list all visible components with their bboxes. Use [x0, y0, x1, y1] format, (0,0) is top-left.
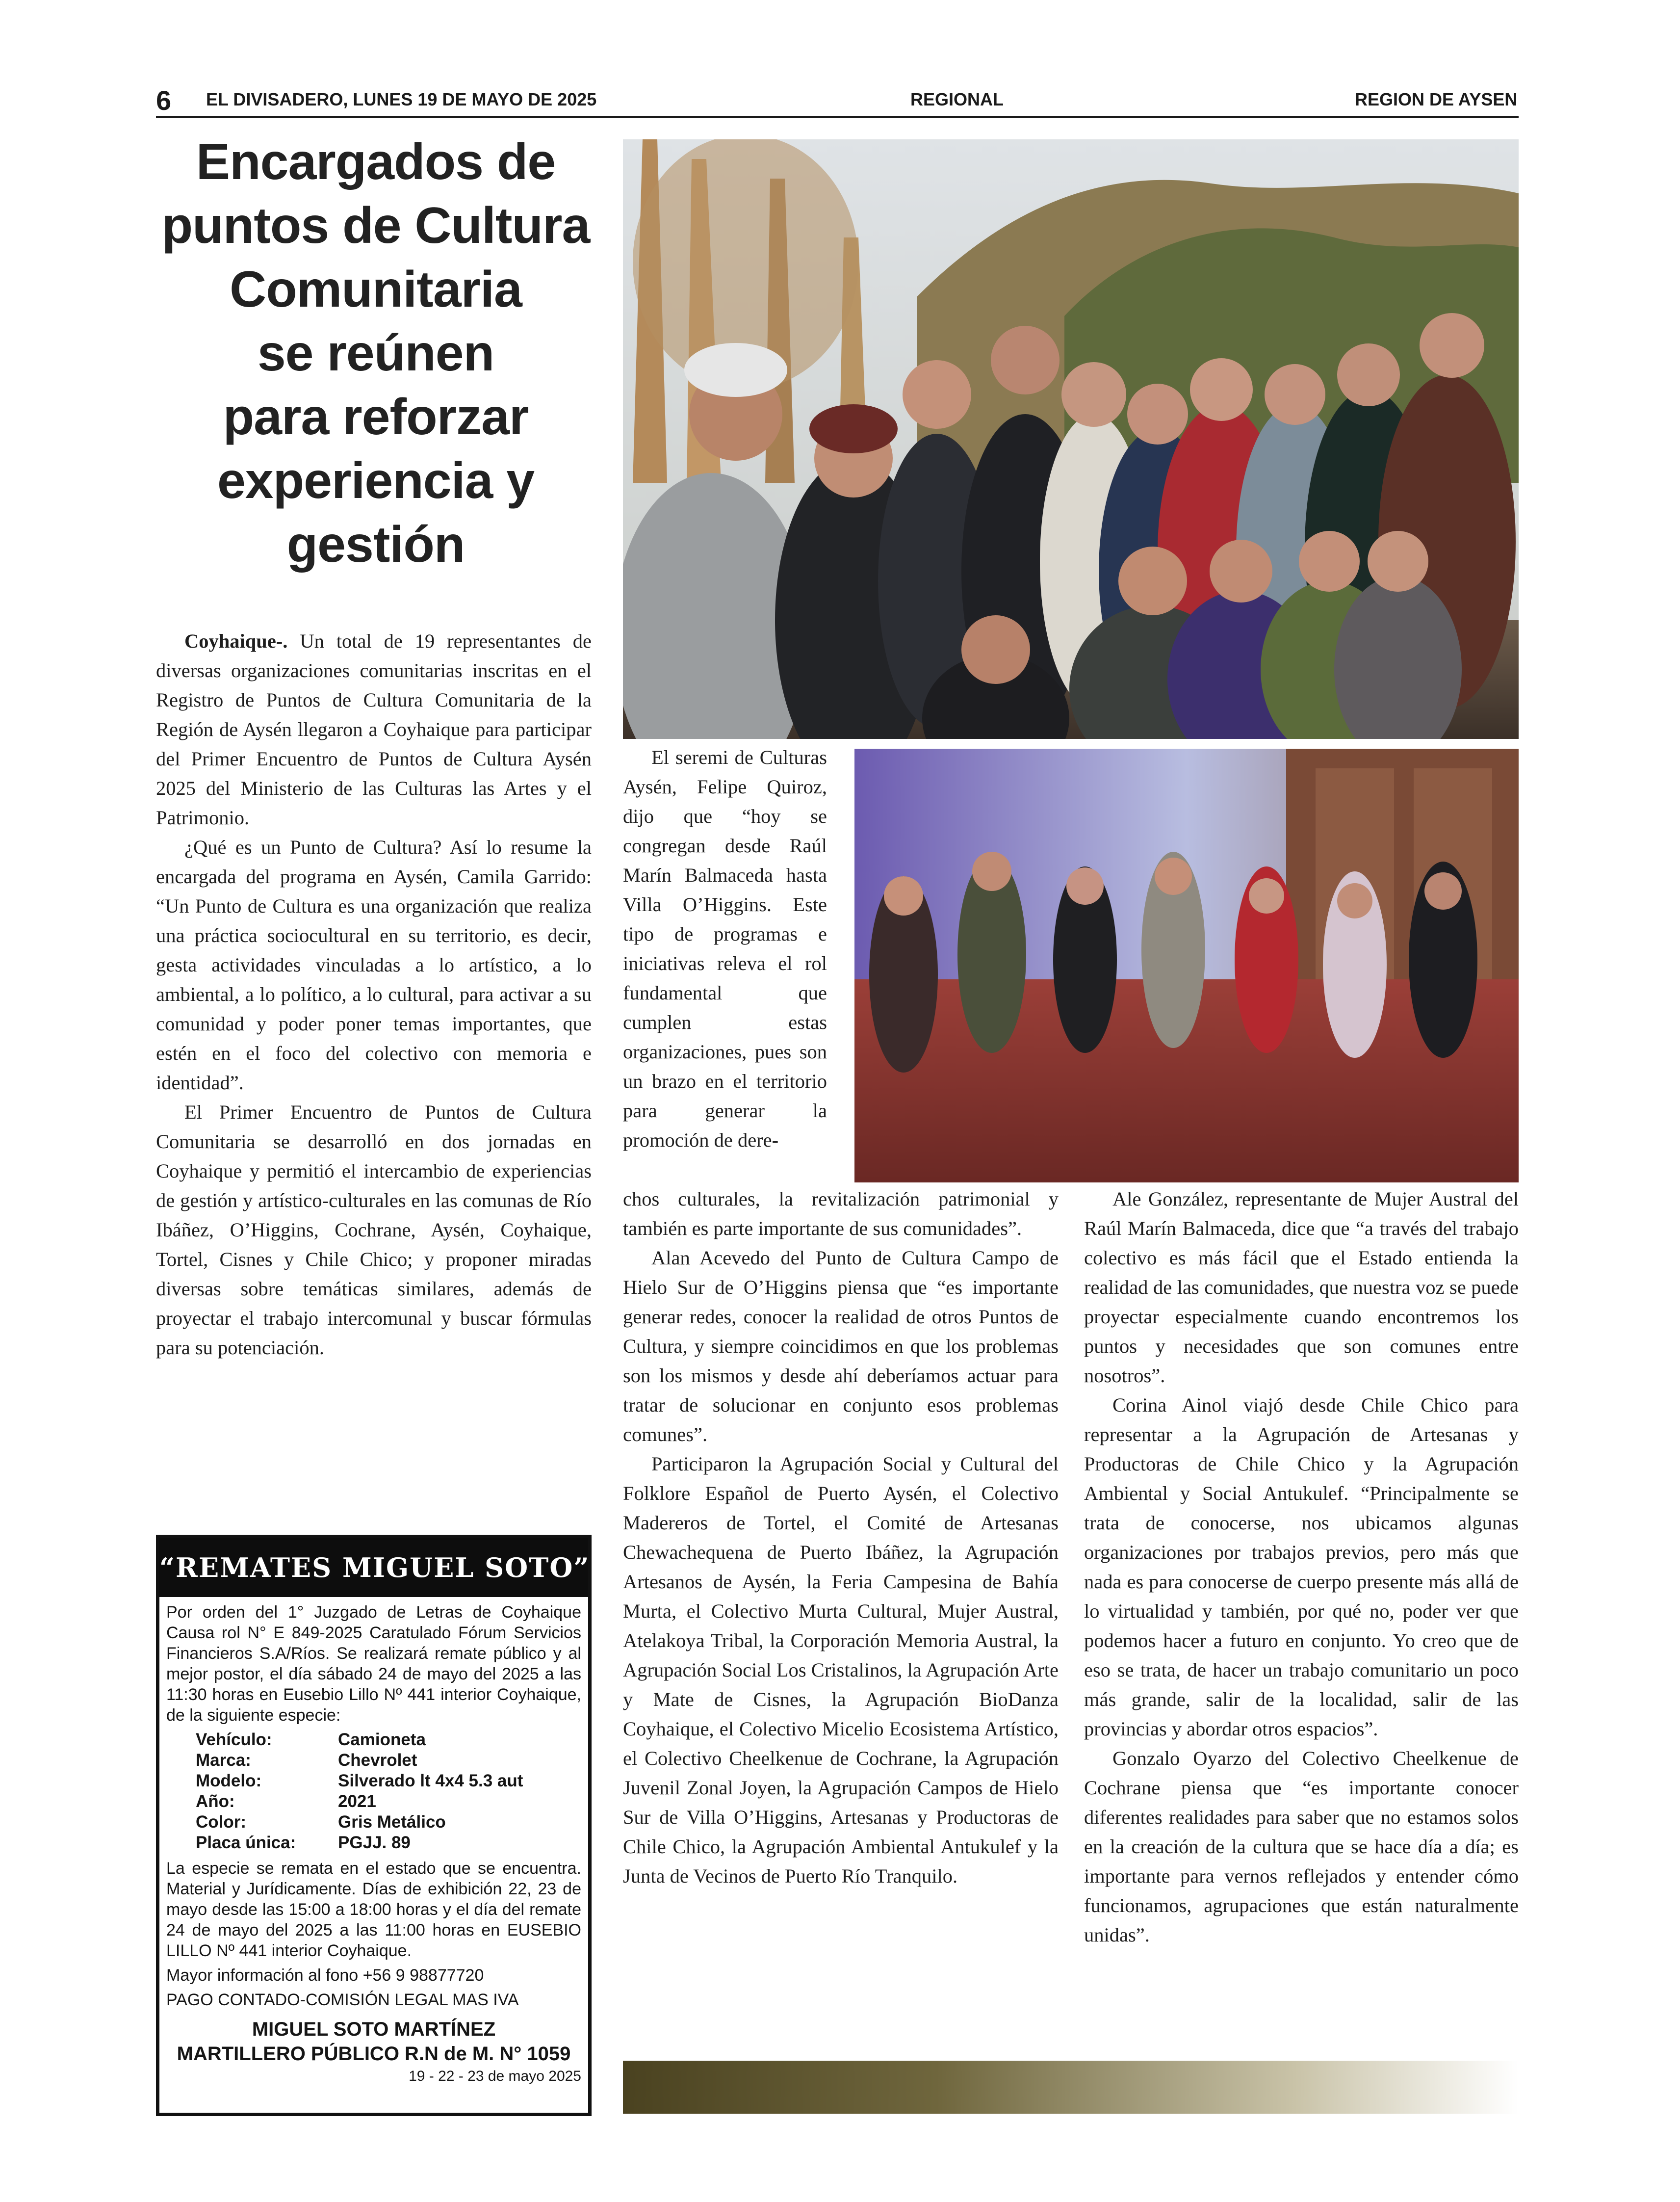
spec-row [166, 1750, 581, 1771]
ad-name: MIGUEL SOTO MARTÍNEZ [252, 2018, 496, 2040]
article-column-1 [156, 627, 592, 1363]
headline-line: para reforzar [223, 389, 529, 446]
section-label: REGIONAL [910, 89, 1004, 109]
article-column-3 [1084, 1184, 1519, 1950]
ad-dates: 19 - 22 - 23 de mayo 2025 [409, 2068, 581, 2084]
paragraph: chos culturales, la revitalización patrimonial y también es parte importante de sus comunidades”. [623, 1188, 1059, 1239]
region-label: REGION DE AYSEN [1355, 89, 1518, 109]
paragraph: Participaron la Agrupación Social y Cultural del Folklore Español de Puerto Aysén, el Colectivo Madereros de Tortel, el Comité de Artesanas Chewachequena de Puerto Ibáñez, la Agrupación Artesanos de Aysén, la Feria Campesina de Bahía Murta, el Colectivo Murta Cultural, Mujer Austral, Atelakoya Tribal, la Corporación Memoria Austral, la Agrupación Social Los Cristalinos, la Agrupación Arte y Mate de Cisnes, la Agrupación BioDanza Coyhaique, el Colectivo Micelio Ecosistema Artístico, el Colectivo Cheelkenue de Cochrane, la Agrupación Juvenil Zonal Joyen, la Agrupación Campos de Hielo Sur de Villa O’Higgins, Artesanas y Productoras de Chile Chico, la Agrupación Ambiental Antukulef y la Junta de Vecinos de Puerto Río Tranquilo. [623, 1453, 1059, 1887]
spec-value: Silverado lt 4x4 5.3 aut [338, 1771, 523, 1790]
article-column-2 [623, 1184, 1059, 1891]
ad-body [166, 1602, 581, 2087]
spec-key: Vehículo: [196, 1730, 272, 1749]
spec-key: Color: [196, 1812, 247, 1832]
paper-date: EL DIVISADERO, LUNES 19 DE MAYO DE 2025 [206, 89, 597, 109]
ad-role: MARTILLERO PÚBLICO R.N de M. N° 1059 [177, 2043, 571, 2065]
group-photo-outdoor [623, 139, 1519, 739]
paragraph: Un total de 19 representantes de diversas organizaciones comunitarias inscritas en el Registro de Puntos de Cultura Comunitaria de la Región de Aysén llegaron a Coyhaique para participar del Primer Encuentro de Puntos de Cultura Aysén 2025 del Ministerio de las Culturas las Artes y el Patrimonio. [156, 630, 592, 829]
ad-title: “REMATES MIGUEL SOTO” [159, 1538, 588, 1597]
paragraph: El Primer Encuentro de Puntos de Cultura Comunitaria se desarrolló en dos jornadas en Coyhaique y permitió el intercambio de experiencias de gestión y artístico-culturales en las comunas de Río Ibáñez, O’Higgins, Cochrane, Aysén, Coyhaique, Tortel, Cisnes y Chile Chico; y proponer miradas diversas sobre temáticas similares, además de proyectar el trabajo intercomunal y buscar fórmulas para su potenciación. [156, 1101, 592, 1359]
headline-line: Comunitaria [230, 261, 522, 318]
spec-value: Gris Metálico [338, 1812, 446, 1832]
spec-key: Marca: [196, 1751, 251, 1770]
headline-line: gestión [286, 516, 465, 573]
headline-line: puntos de Cultura [161, 197, 590, 254]
spec-value: Chevrolet [338, 1751, 417, 1770]
paragraph: ¿Qué es un Punto de Cultura? Así lo resume la encargada del programa en Aysén, Camila Garrido: “Un Punto de Cultura es una organización que realiza una práctica sociocultural en su territorio, es decir, gesta actividades vinculadas a lo artístico, a lo ambiental, a lo político, a lo cultural, para activar a su comunidad y poder poner temas importantes, que estén en el foco del colectivo con memoria e identidad”. [156, 836, 592, 1094]
ad-conditions: La especie se remata en el estado que se encuentra. Material y Jurídicamente. Días de exhibición 22, 23 de mayo desde las 15:00 a 18:00 horas y el día del remate 24 de mayo del 2025 a las 11:00 horas en EUSEBIO LILLO Nº 441 interior Coyhaique. [166, 1859, 581, 1960]
headline-line: se reúnen [257, 325, 494, 382]
article-column-2-narrow [623, 743, 827, 1155]
headline-line: experiencia y [217, 452, 535, 509]
page-number: 6 [156, 85, 172, 116]
ad-payment: PAGO CONTADO-COMISIÓN LEGAL MAS IVA [166, 1991, 519, 2009]
headline [156, 130, 595, 577]
ad-phone: Mayor información al fono +56 9 98877720 [166, 1966, 484, 1985]
paragraph: Gonzalo Oyarzo del Colectivo Cheelkenue de Cochrane piensa que “es importante conocer diferentes realidades para saber que no estamos solos en la creación de la cultura que se hace día a día; es importante para vernos reflejados y entender cómo funcionamos, agrupaciones que están naturalmente unidas”. [1084, 1747, 1519, 1946]
ad-specs [166, 1730, 581, 1853]
spec-value: Camioneta [338, 1730, 426, 1749]
decorative-gradient-bar [623, 2061, 1519, 2114]
spec-row [166, 1730, 581, 1750]
spec-key: Modelo: [196, 1771, 262, 1790]
spec-row [166, 1791, 581, 1812]
paragraph: Alan Acevedo del Punto de Cultura Campo de Hielo Sur de O’Higgins piensa que “es importante generar redes, conocer la realidad de otros Puntos de Cultura, y siempre coincidimos en que los problemas son los mismos y desde ahí deberíamos actuar para tratar de solucionar en conjunto esos problemas comunes”. [623, 1247, 1059, 1445]
headline-line: Encargados de [196, 133, 556, 190]
spec-row [166, 1833, 581, 1853]
group-photo-indoor [854, 749, 1519, 1182]
spec-value: 2021 [338, 1792, 376, 1811]
auction-ad [156, 1535, 592, 2116]
header-rule [156, 116, 1519, 118]
paragraph: El seremi de Culturas Aysén, Felipe Quiroz, dijo que “hoy se congregan desde Raúl Marín Balmaceda hasta Villa O’Higgins. Este tipo de programas e iniciativas releva el rol fundamental que cumplen estas organizaciones, pues son un brazo en el territorio para generar la promoción de dere- [623, 746, 827, 1151]
paragraph: Ale González, representante de Mujer Austral del Raúl Marín Balmaceda, dice que “a través del trabajo colectivo es más fácil que el Estado entienda la realidad de las comunidades, que nuestra voz se puede proyectar especialmente cuando encontremos los puntos y necesidades que son comunes entre nosotros”. [1084, 1188, 1519, 1387]
ad-intro: Por orden del 1° Juzgado de Letras de Coyhaique Causa rol N° E 849-2025 Caratulado Fórum Servicios Financieros S.A/Ríos. Se realizará remate público y al mejor postor, el día sábado 24 de mayo del 2025 a las 11:30 horas en Eusebio Lillo Nº 441 interior Coyhaique, de la siguiente especie: [166, 1603, 581, 1725]
spec-value: PGJJ. 89 [338, 1833, 411, 1852]
spec-key: Placa única: [196, 1833, 296, 1852]
dateline: Coyhaique-. [184, 630, 288, 652]
spec-key: Año: [196, 1792, 235, 1811]
spec-row [166, 1771, 581, 1791]
spec-row [166, 1812, 581, 1833]
paragraph: Corina Ainol viajó desde Chile Chico para representar a la Agrupación de Artesanas y Productoras de Chile Chico y la Agrupación Ambiental y Social Antukulef. “Principalmente se trata de conocerse, nos ubicamos algunas organizaciones por trabajos previos, pero más que nada es para conocerse de cuerpo presente más allá de lo virtualidad y también, por qué no, poder ver que podemos hacer a futuro en conjunto. Yo creo que de eso se trata, de hacer un trabajo comunitario un poco más grande, salir de la localidad, salir de las provincias y abordar otros espacios”. [1084, 1394, 1519, 1740]
